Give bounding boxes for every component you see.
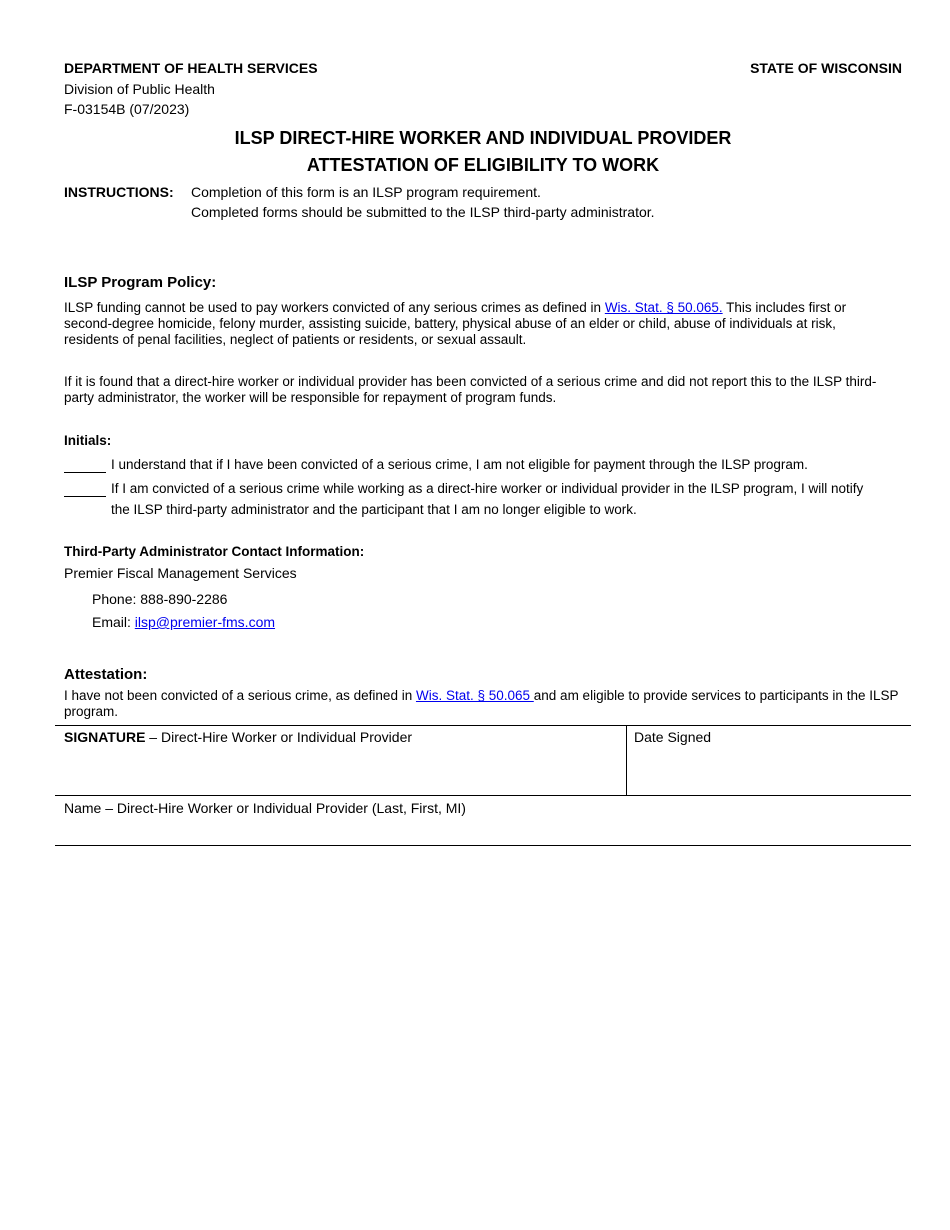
signature-label-bold: SIGNATURE — [64, 729, 146, 745]
instructions-line2: Completed forms should be submitted to the ILSP third-party administrator. — [191, 204, 655, 220]
signature-table-divider — [626, 725, 627, 796]
form-title-line1: ILSP DIRECT-HIRE WORKER AND INDIVIDUAL PROVIDER — [234, 128, 732, 148]
name-field[interactable]: Name – Direct-Hire Worker or Individual Provider (Last, First, MI) — [64, 800, 466, 816]
signature-table-mid — [55, 795, 911, 796]
contact-org: Premier Fiscal Management Services — [64, 565, 297, 581]
department-name: DEPARTMENT OF HEALTH SERVICES — [64, 60, 318, 76]
policy-text: ILSP funding cannot be used to pay workers convicted of any serious crimes as defined in — [64, 300, 605, 315]
instructions-line1: Completion of this form is an ILSP program requirement. — [191, 184, 541, 200]
attestation-text-end: and am eligible to provide services to participants in the ILSP program. — [64, 688, 899, 719]
initials-item-2-line2: the ILSP third-party administrator and the participant that I am no longer eligible to work. — [111, 502, 637, 517]
form-title-line2: ATTESTATION OF ELIGIBILITY TO WORK — [306, 155, 660, 175]
form-number: F-03154B (07/2023) — [64, 101, 190, 117]
attestation-wis-stat-link[interactable]: Wis. Stat. § 50.065 — [415, 688, 534, 703]
state-name: STATE OF WISCONSIN — [750, 60, 902, 76]
division-name: Division of Public Health — [64, 81, 215, 97]
policy-text-cont: This includes first or second-degree homicide, felony murder, assisting suicide, battery, physical abuse of an elder or child, abuse of individuals at risk, residents of penal facilities, neglect of patients or residents, or sexual assault. — [64, 300, 847, 347]
policy-paragraph-2: If it is found that a direct-hire worker or individual provider has been convicted of a serious crime and did not report this to the ILSP third-party administrator, the worker will be responsible for repayment of program funds. — [64, 374, 877, 405]
initials-heading: Initials: — [64, 433, 112, 448]
attestation-text-start: I have not been convicted of a serious crime, as defined in — [64, 688, 416, 703]
attestation-heading: Attestation: — [64, 666, 148, 683]
signature-table-bottom — [55, 845, 911, 846]
initials-item-2-line1: If I am convicted of a serious crime while working as a direct-hire worker or individual provider in the ILSP program, I will notify — [111, 481, 864, 496]
contact-email-row — [92, 614, 275, 630]
email-label: Email: — [92, 614, 135, 630]
initials-blank-2[interactable] — [64, 482, 106, 502]
wis-stat-link[interactable]: Wis. Stat. § 50.065. — [604, 300, 723, 315]
initials-blank-1[interactable] — [64, 458, 106, 478]
initials-item-1: I understand that if I have been convicted of a serious crime, I am not eligible for payment through the ILSP program. — [111, 457, 808, 472]
date-signed-field[interactable]: Date Signed — [634, 729, 712, 745]
contact-phone: Phone: 888-890-2286 — [92, 591, 228, 607]
email-link[interactable]: ilsp@premier-fms.com — [134, 614, 276, 630]
signature-label-rest: – Direct-Hire Worker or Individual Provider — [145, 729, 413, 745]
signature-table-top — [55, 725, 911, 726]
contact-heading: Third-Party Administrator Contact Information: — [64, 544, 365, 559]
signature-field[interactable] — [64, 729, 412, 745]
policy-heading: ILSP Program Policy: — [64, 274, 217, 291]
policy-paragraph-1 — [64, 300, 894, 348]
attestation-text — [64, 688, 904, 720]
instructions-label: INSTRUCTIONS: — [64, 184, 174, 200]
